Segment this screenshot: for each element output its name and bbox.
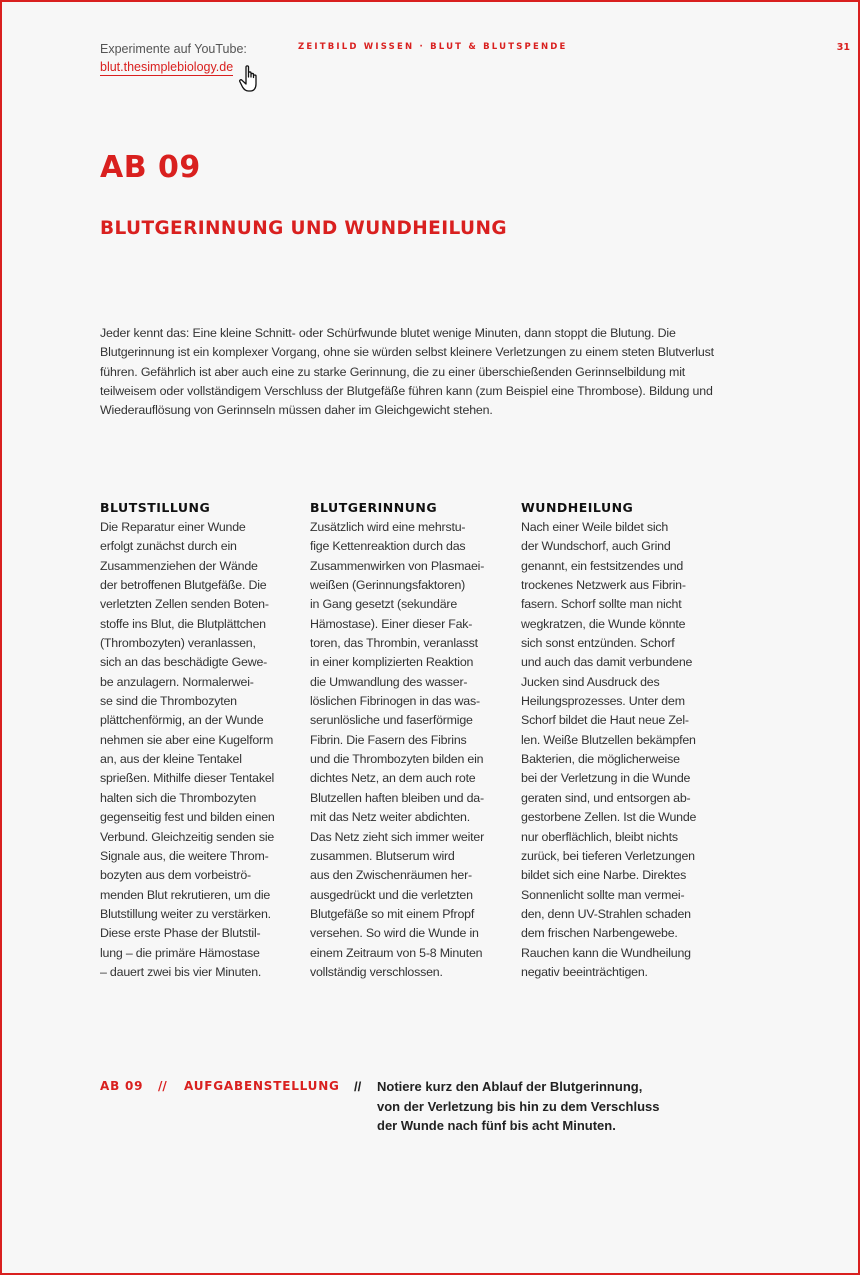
intro-paragraph: Jeder kennt das: Eine kleine Schnitt- oder Schürfwunde blutet wenige Minuten, dann stoppt die Blutung. Die Blutgerinnung ist ein komplexer Vorgang, ohne sie würden selbst kleinere Verletzungen zu einem steten Blutverlust führen. Gefährlich ist aber auch eine zu starke Gerinnung, die zu einer überschießenden Gerinnselbildung mit teilweisem oder vollständigem Verschluss der Blutgefäße führen kann (zum Beispiel eine Thrombose). Bildung und Wiederauflösung von Gerinnseln müssen daher im Gleichgewicht stehen. — [100, 326, 714, 418]
column-heading: WUNDHEILUNG — [521, 500, 634, 515]
column-blutstillung — [100, 498, 300, 982]
task-code: AB 09 — [100, 1079, 144, 1093]
column-text: Nach einer Weile bildet sich der Wundschorf, auch Grind genannt, ein festsitzendes und trockenes Netzwerk aus Fibrin- fasern. Schorf sollte man nicht wegkratzen, die Wunde könnte sich sonst entzünden. Schorf und auch das damit verbundene Jucken sind Ausdruck des Heilungsprozesses. Unter dem Schorf bildet die Haut neue Zel- len. Weiße Blutzellen bekämpfen Bakterien, die möglicherweise bei der Verletzung in die Wunde geraten sind, und entsorgen ab- gestorbene Zellen. Ist die Wunde nur oberflächlich, bleibt nichts zurück, bei tieferen Verletzungen bildet sich eine Narbe. Direktes Sonnenlicht sollte man vermei- den, denn UV-Strahlen schaden dem frischen Narbengewebe. Rauchen kann die Wundheilung negativ beeinträchtigen. — [521, 520, 697, 979]
youtube-reference — [100, 40, 247, 76]
task-text: Notiere kurz den Ablauf der Blutgerinnung, von der Verletzung bis hin zu dem Verschluss der Wunde nach fünf bis acht Minuten. — [377, 1079, 660, 1133]
page-number: 31 — [836, 42, 850, 53]
column-blutgerinnung — [310, 498, 510, 982]
column-text: Zusätzlich wird eine mehrstu- fige Kettenreaktion durch das Zusammenwirken von Plasmaei- weißen (Gerinnungsfaktoren) in Gang gesetzt (sekundäre Hämostase). Einer dieser Fak- toren, das Thrombin, veranlasst in einer komplizierten Reaktion die Umwandlung des wasser- löslichen Fibrinogen in das was- serunlösliche und faserförmige Fibrin. Die Fasern des Fibrins und die Thrombozyten bilden ein dichtes Netz, an dem auch rote Blutzellen haften bleiben und da- mit das Netz weiter abdichten. Das Netz zieht sich immer weiter zusammen. Blutserum wird aus den Zwischenräumen her- ausgedrückt und die verletzten Blutgefäße so mit einem Pfropf versehen. So wird die Wunde in einem Zeitraum von 5-8 Minuten vollständig verschlossen. — [310, 520, 485, 979]
running-header: ZEITBILD WISSEN · BLUT & BLUTSPENDE — [298, 42, 568, 52]
task-separator: // — [354, 1079, 362, 1094]
youtube-link[interactable]: blut.thesimplebiology.de — [100, 60, 234, 74]
column-text: Die Reparatur einer Wunde erfolgt zunächst durch ein Zusammenziehen der Wände der betroffenen Blutgefäße. Die verletzten Zellen senden Boten- stoffe ins Blut, die Blutplättchen (Thrombozyten) veranlassen, sich an das beschädigte Gewe- be anzulagern. Normalerwei- se sind die Thrombozyten plättchenförmig, an der Wunde nehmen sie aber eine Kugelform an, aus der kleine Tentakel sprießen. Mithilfe dieser Tentakel halten sich die Thrombozyten gegenseitig fest und bilden einen Verbund. Gleichzeitig senden sie Signale aus, die weitere Throm- bozyten aus dem vorbeiströ- menden Blut rekrutieren, um die Blutstillung weiter zu verstärken. Diese erste Phase der Blutstil- lung – die primäre Hämostase – dauert zwei bis vier Minuten. — [100, 520, 275, 979]
column-heading: BLUTGERINNUNG — [310, 500, 438, 515]
task-label: AUFGABENSTELLUNG — [184, 1079, 340, 1093]
column-heading: BLUTSTILLUNG — [100, 500, 211, 515]
column-wundheilung — [521, 498, 721, 982]
youtube-label: Experimente auf YouTube: — [100, 42, 247, 56]
worksheet-title: BLUTGERINNUNG UND WUNDHEILUNG — [100, 218, 507, 239]
task-separator: // — [158, 1079, 167, 1093]
worksheet-code: AB 09 — [100, 150, 201, 185]
hand-pointer-icon — [238, 64, 262, 94]
